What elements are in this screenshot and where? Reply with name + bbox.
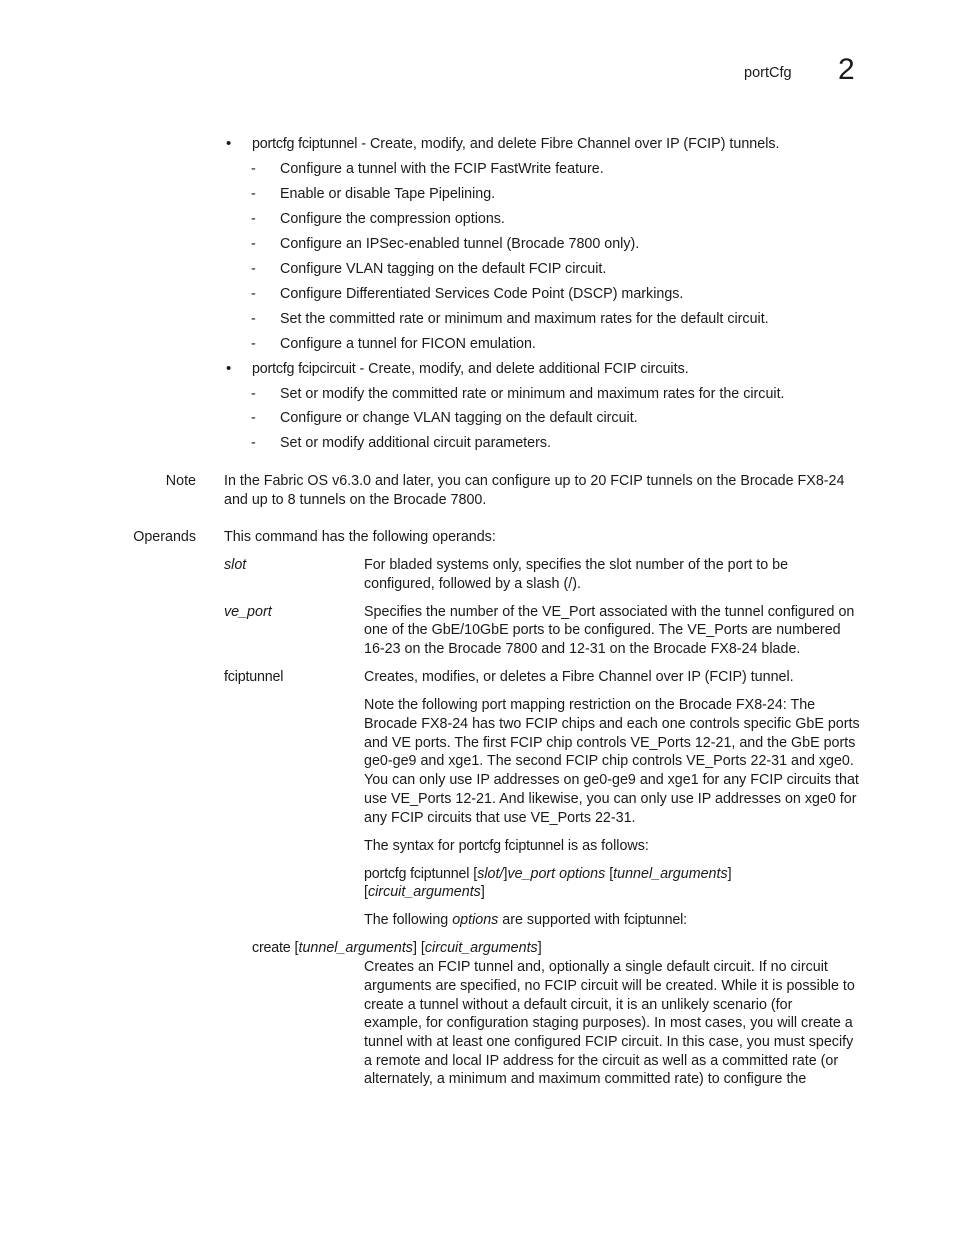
syntax-arg: circuit_arguments — [424, 940, 538, 956]
operand-desc-line: For bladed systems only, specifies the slot number of the port to be — [364, 557, 789, 573]
bracket: [ — [290, 940, 299, 956]
syntax-line — [364, 883, 872, 902]
create-desc-line: Creates an FCIP tunnel and, optionally a single default circuit. If no circuit — [364, 959, 828, 975]
options-text: options — [452, 912, 499, 928]
syntax-intro-text: is as follows: — [563, 838, 649, 854]
bullet-marker: • — [226, 360, 232, 377]
sub-list-item: Configure an IPSec-enabled tunnel (Brocade 7800 only). — [280, 236, 640, 252]
command-term: portcfg fciptunnel — [252, 136, 358, 152]
operand-desc-line: configured, followed by a slash (/). — [364, 576, 581, 592]
options-text: are supported with — [498, 912, 624, 928]
dash-marker: - — [251, 211, 256, 227]
create-desc-line: example, for configuration staging purposes). In most cases, you will create a — [364, 1015, 853, 1031]
sub-list-item: Set or modify additional circuit parameters. — [280, 435, 551, 451]
dash-marker: - — [251, 236, 256, 252]
bullet-marker: • — [226, 135, 232, 152]
dash-marker: - — [251, 435, 256, 451]
sub-list-item: Configure a tunnel for FICON emulation. — [280, 336, 536, 352]
note-text-line: and up to 8 tunnels on the Brocade 7800. — [224, 492, 487, 508]
command-term: create — [252, 940, 291, 956]
mapping-note-line: any FCIP circuits that use VE_Ports 22-31. — [364, 810, 636, 826]
mapping-note-line: and VE ports. The first FCIP chip controls VE_Ports 12-21, and the GbE ports — [364, 735, 856, 751]
create-desc-line: a remote and local IP address for the circuit as well as a committed rate (or — [364, 1053, 839, 1069]
bracket: [ — [364, 884, 368, 900]
dash-marker: - — [251, 261, 256, 277]
options-text: : — [683, 912, 688, 928]
mapping-note-line: ge0-ge9 and xge1. The second FCIP chip controls VE_Ports 22-31 and xge0. — [364, 753, 854, 769]
command-term: portcfg fciptunnel — [458, 838, 564, 854]
bullet-description: - Create, modify, and delete Fibre Channel over IP (FCIP) tunnels. — [357, 136, 780, 152]
bracket: [ — [469, 866, 478, 882]
command-term: portcfg fcipcircuit — [252, 361, 356, 377]
mapping-note-line: You can only use IP addresses on ge0-ge9 and xge1 for any FCIP circuits that — [364, 772, 859, 788]
mapping-note-line: Note the following port mapping restriction on the Brocade FX8-24: The — [364, 697, 816, 713]
note-text-line: In the Fabric OS v6.3.0 and later, you can configure up to 20 FCIP tunnels on the Brocade FX8-24 — [224, 473, 845, 489]
operands-label: Operands — [133, 529, 196, 545]
sub-list-item: Configure VLAN tagging on the default FCIP circuit. — [280, 261, 607, 277]
dash-marker: - — [251, 336, 256, 352]
create-desc-line: tunnel with at least one configured FCIP circuit. In this case, you must specify — [364, 1034, 854, 1050]
command-term: portcfg fciptunnel — [364, 866, 470, 882]
dash-marker: - — [251, 161, 256, 177]
operand-desc-line: one of the GbE/10GbE ports to be configured. The VE_Ports are numbered — [364, 622, 841, 638]
dash-marker: - — [251, 311, 256, 327]
bracket: ] — [503, 866, 508, 882]
mapping-note-line: Brocade FX8-24 has two FCIP chips and each one controls specific GbE ports — [364, 716, 860, 732]
mapping-note-line: use VE_Ports 12-21. And likewise, you can only use IP addresses on xge0 for — [364, 791, 857, 807]
sub-list-item: Set the committed rate or minimum and maximum rates for the default circuit. — [280, 311, 769, 327]
sub-list-item: Configure or change VLAN tagging on the default circuit. — [280, 410, 638, 426]
bracket: ] — [727, 866, 732, 882]
bracket: [ — [605, 866, 614, 882]
sub-list-item: Configure the compression options. — [280, 211, 505, 227]
operand-desc-line: Specifies the number of the VE_Port associated with the tunnel configured on — [364, 604, 855, 620]
sub-list-item: Enable or disable Tape Pipelining. — [280, 186, 496, 202]
bullet-item-fcipcircuit — [252, 360, 689, 379]
syntax-arg: slot/ — [477, 866, 504, 882]
sub-list-item: Configure Differentiated Services Code Point (DSCP) markings. — [280, 286, 684, 302]
options-intro — [364, 911, 872, 930]
sub-list-item: Configure a tunnel with the FCIP FastWrite feature. — [280, 161, 604, 177]
bracket: ] — [537, 940, 542, 956]
syntax-line — [364, 865, 872, 884]
options-text: The following — [364, 912, 453, 928]
create-desc-line: create a tunnel without a default circuit, it is an unlikely scenario (for — [364, 997, 793, 1013]
operand-term-slot: slot — [224, 557, 247, 573]
operand-desc-line: 16-23 on the Brocade 7800 and 12-31 on the Brocade FX8-24 blade. — [364, 641, 801, 657]
syntax-arg: tunnel_arguments — [298, 940, 413, 956]
syntax-intro-text: The syntax for — [364, 838, 459, 854]
bracket: ] [ — [412, 940, 425, 956]
running-header-chapter-number: 2 — [838, 53, 855, 86]
bullet-description: - Create, modify, and delete additional FCIP circuits. — [355, 361, 689, 377]
bullet-item-fciptunnel — [252, 135, 780, 154]
command-term: fciptunnel — [623, 912, 684, 928]
syntax-arg: ve_port options — [507, 866, 606, 882]
running-header-section: portCfg — [744, 65, 792, 81]
create-desc-line: arguments are specified, no FCIP circuit will be created. While it is possible to — [364, 978, 855, 994]
syntax-intro — [364, 837, 872, 856]
dash-marker: - — [251, 386, 256, 402]
dash-marker: - — [251, 286, 256, 302]
syntax-arg: tunnel_arguments — [613, 866, 728, 882]
syntax-arg: circuit_arguments — [367, 884, 481, 900]
operands-intro: This command has the following operands: — [224, 529, 496, 545]
bracket: ] — [480, 884, 485, 900]
dash-marker: - — [251, 186, 256, 202]
dash-marker: - — [251, 410, 256, 426]
note-label: Note — [165, 473, 196, 489]
create-option-syntax — [252, 939, 542, 958]
operand-term-ve-port: ve_port — [224, 604, 272, 620]
operand-desc-line: Creates, modifies, or deletes a Fibre Channel over IP (FCIP) tunnel. — [364, 669, 794, 685]
create-desc-line: alternately, a minimum and maximum committed rate) to configure the — [364, 1071, 807, 1087]
sub-list-item: Set or modify the committed rate or minimum and maximum rates for the circuit. — [280, 386, 785, 402]
operand-term-fciptunnel: fciptunnel — [224, 669, 284, 685]
